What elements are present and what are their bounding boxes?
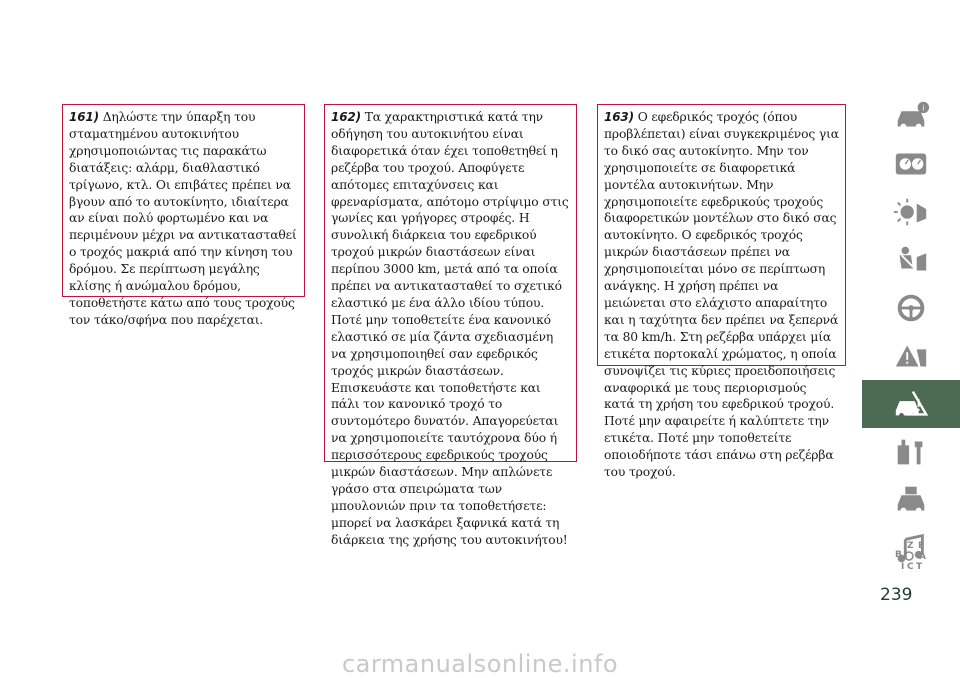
svg-text:A: A xyxy=(919,552,926,562)
specs-data-icon xyxy=(892,483,930,517)
svg-text:Z: Z xyxy=(907,541,914,551)
svg-text:i: i xyxy=(922,103,925,113)
tab-safety[interactable] xyxy=(862,236,960,284)
tab-index[interactable] xyxy=(862,530,960,582)
dashboard-gauge-icon xyxy=(892,147,930,181)
sun-lights-icon xyxy=(892,195,930,229)
watermark: carmanualsonline.info xyxy=(341,650,619,678)
tab-lights[interactable] xyxy=(862,188,960,236)
note-text: Τα χαρακτηριστικά κατά την οδήγηση του αυτοκινήτου είναι διαφορετικά όταν έχει τοποθετηθεί η ρεζέρβα του τροχού. Αποφύγετε απότομες επιταχύνσεις και φρεναρίσματα, απότομο στρίψιμο στις γωνίες και γρήγορες στροφές. Η συνολική διάρκεια του εφεδρικού τροχού μικρών διαστάσεων είναι περίπου 3000 km, μετά από τα οποία πρέπει να αντικατασταθεί το σχετικό ελαστικό με ένα άλλο ιδίου τύπου. Ποτέ μην τοποθετείτε ένα κανονικό ελαστικό σε μία ζάντα σχεδιασμένη να χρησιμοποιηθεί σαν εφεδρικός τροχός μικρών διαστάσεων. Επισκευάστε και τοποθετήστε και πάλι τον κανονικό τροχό το συντομότερο δυνατόν. Απαγορεύεται να χρησιμοποιείτε ταυτόχρονα δύο ή περισσότερους εφεδρικούς τροχούς μικρών διαστάσεων. Μην απλώνετε γράσο στα σπειρώματα των μπουλονιών πριν τα τοποθετήσετε: μπορεί να λασκάρει ξαφνικά κατά τη διάρκεια της χρήσης του αυτοκινήτου! xyxy=(331,110,569,547)
tab-maintenance[interactable] xyxy=(862,428,960,476)
note-number: 163) xyxy=(604,110,634,124)
tab-car-info[interactable] xyxy=(862,92,960,140)
tab-emergency[interactable] xyxy=(862,380,960,428)
warning-road-icon xyxy=(892,339,930,373)
note-text: Δηλώστε την ύπαρξη του σταματημένου αυτοκινήτου χρησιμοποιώντας τις παρακάτω διατάξεις: αλάρμ, διαθλαστικό τρίγωνο, κτλ. Οι επιβάτες πρέπει να βγουν από το αυτοκίνητο, ιδιαίτερα αν είναι πολύ φορτωμένο και να περιμένουν μέχρι να αντικατασταθεί ο τροχός μακριά από την κίνηση του δρόμου. Σε περίπτωση μεγάλης κλίσης ή ανώμαλου δρόμου, τοποθετήστε κάτω από τους τροχούς τον τάκο/σφήνα που παρέχεται. xyxy=(69,110,297,327)
svg-text:E: E xyxy=(918,541,925,551)
top-band xyxy=(0,0,960,90)
note-box-162 xyxy=(324,104,577,547)
seat-safety-icon xyxy=(892,243,930,277)
note-box-163 xyxy=(597,104,846,480)
note-text: Ο εφεδρικός τροχός (όπου προβλέπεται) είναι συγκεκριμένος για το δικό σας αυτοκίνητο. Μην τον χρησιμοποιείτε σε διαφορετικά μοντέλα αυτοκινήτων. Μην χρησιμοποιείτε εφεδρικούς τροχούς διαφορετικών μοντέλων στο δικό σας αυτοκίνητο. Ο εφεδρικός τροχός μικρών διαστάσεων πρέπει να χρησιμοποιείται μόνο σε περίπτωση ανάγκης. Η χρήση πρέπει να μειώνεται στο ελάχιστο απαραίτητο και η ταχύτητα δεν πρέπει να ξεπερνά τα 80 km/h. Στη ρεζέρβα υπάρχει μία ετικέτα πορτοκαλί χρώματος, η οποία συνοψίζει τις κύριες προειδοποιήσεις αναφορικά με τους περιορισμούς κατά τη χρήση του εφεδρικού τροχού. Ποτέ μην αφαιρείτε ή καλύπτετε την ετικέτα. Ποτέ μην τοποθετείτε οποιοδήποτε τάσι επάνω στη ρεζέρβα του τροχού. xyxy=(604,110,839,480)
tab-driving[interactable] xyxy=(862,284,960,332)
svg-text:I: I xyxy=(901,562,905,572)
note-number: 162) xyxy=(331,110,361,124)
car-info-icon xyxy=(892,99,930,133)
chapter-sidebar xyxy=(862,92,960,582)
tab-dashboard[interactable] xyxy=(862,140,960,188)
page-number: 239 xyxy=(880,585,913,605)
car-emergency-icon xyxy=(892,387,930,421)
tab-warning[interactable] xyxy=(862,332,960,380)
tab-specs[interactable] xyxy=(862,476,960,524)
alphabetical-index-icon xyxy=(891,538,931,574)
svg-text:T: T xyxy=(916,562,923,572)
note-box-161 xyxy=(62,104,305,327)
svg-text:B: B xyxy=(895,550,902,560)
note-number: 161) xyxy=(69,110,99,124)
svg-text:C: C xyxy=(907,562,914,572)
wrench-maintenance-icon xyxy=(892,435,930,469)
steering-wheel-icon xyxy=(892,291,930,325)
